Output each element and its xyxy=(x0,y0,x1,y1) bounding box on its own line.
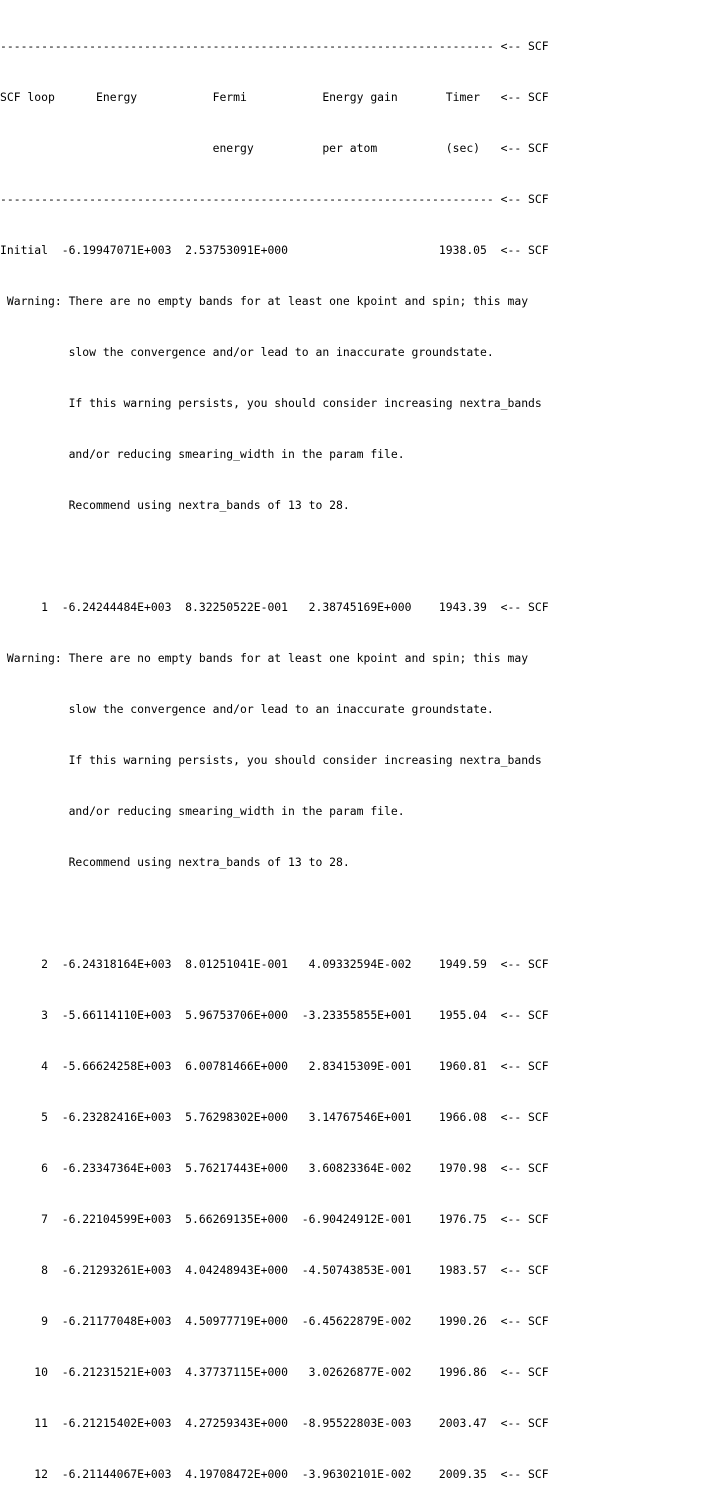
scf-row: 5 -6.23282416E+003 5.76298302E+000 3.14767546E+001 1966.08 <-- SCF xyxy=(0,1110,549,1124)
scf-row: 8 -6.21293261E+003 4.04248943E+000 -4.50743853E-001 1983.57 <-- SCF xyxy=(0,1263,549,1277)
scf-row: 9 -6.21177048E+003 4.50977719E+000 -6.45622879E-002 1990.26 <-- SCF xyxy=(0,1314,549,1328)
warning-line: slow the convergence and/or lead to an inaccurate groundstate. xyxy=(0,345,494,359)
separator-line: ------------------------------------------------------------------------ <-- SCF xyxy=(0,39,549,53)
warning-line: If this warning persists, you should consider increasing nextra_bands xyxy=(0,396,542,410)
scf-row: 11 -6.21215402E+003 4.27259343E+000 -8.95522803E-003 2003.47 <-- SCF xyxy=(0,1416,549,1430)
warning-line: If this warning persists, you should consider increasing nextra_bands xyxy=(0,753,542,767)
scf-row: 4 -5.66624258E+003 6.00781466E+000 2.83415309E-001 1960.81 <-- SCF xyxy=(0,1059,549,1073)
scf-row: 12 -6.21144067E+003 4.19708472E+000 -3.96302101E-002 2009.35 <-- SCF xyxy=(0,1467,549,1481)
warning-line: Recommend using nextra_bands of 13 to 28. xyxy=(0,855,350,869)
warning-line: and/or reducing smearing_width in the param file. xyxy=(0,447,405,461)
scf-row: 7 -6.22104599E+003 5.66269135E+000 -6.90424912E-001 1976.75 <-- SCF xyxy=(0,1212,549,1226)
scf-row: 1 -6.24244484E+003 8.32250522E-001 2.38745169E+000 1943.39 <-- SCF xyxy=(0,600,549,614)
scf-row: 3 -5.66114110E+003 5.96753706E+000 -3.23355855E+001 1955.04 <-- SCF xyxy=(0,1008,549,1022)
warning-line: Recommend using nextra_bands of 13 to 28. xyxy=(0,498,350,512)
warning-line: Warning: There are no empty bands for at least one kpoint and spin; this may xyxy=(0,651,529,665)
scf-row: 2 -6.24318164E+003 8.01251041E-001 4.09332594E-002 1949.59 <-- SCF xyxy=(0,957,549,971)
warning-line: slow the convergence and/or lead to an inaccurate groundstate. xyxy=(0,702,494,716)
blank-line xyxy=(0,905,706,922)
warning-line: Warning: There are no empty bands for at least one kpoint and spin; this may xyxy=(0,294,529,308)
separator-line: ------------------------------------------------------------------------ <-- SCF xyxy=(0,192,549,206)
warning-line: and/or reducing smearing_width in the param file. xyxy=(0,804,405,818)
scf-row: 6 -6.23347364E+003 5.76217443E+000 3.60823364E-002 1970.98 <-- SCF xyxy=(0,1161,549,1175)
blank-line xyxy=(0,548,706,565)
scf-row: Initial -6.19947071E+003 2.53753091E+000 1938.05 <-- SCF xyxy=(0,243,549,257)
header-line: energy per atom (sec) <-- SCF xyxy=(0,141,549,155)
header-line: SCF loop Energy Fermi Energy gain Timer <-- SCF xyxy=(0,90,549,104)
scf-row: 10 -6.21231521E+003 4.37737115E+000 3.02626877E-002 1996.86 <-- SCF xyxy=(0,1365,549,1379)
